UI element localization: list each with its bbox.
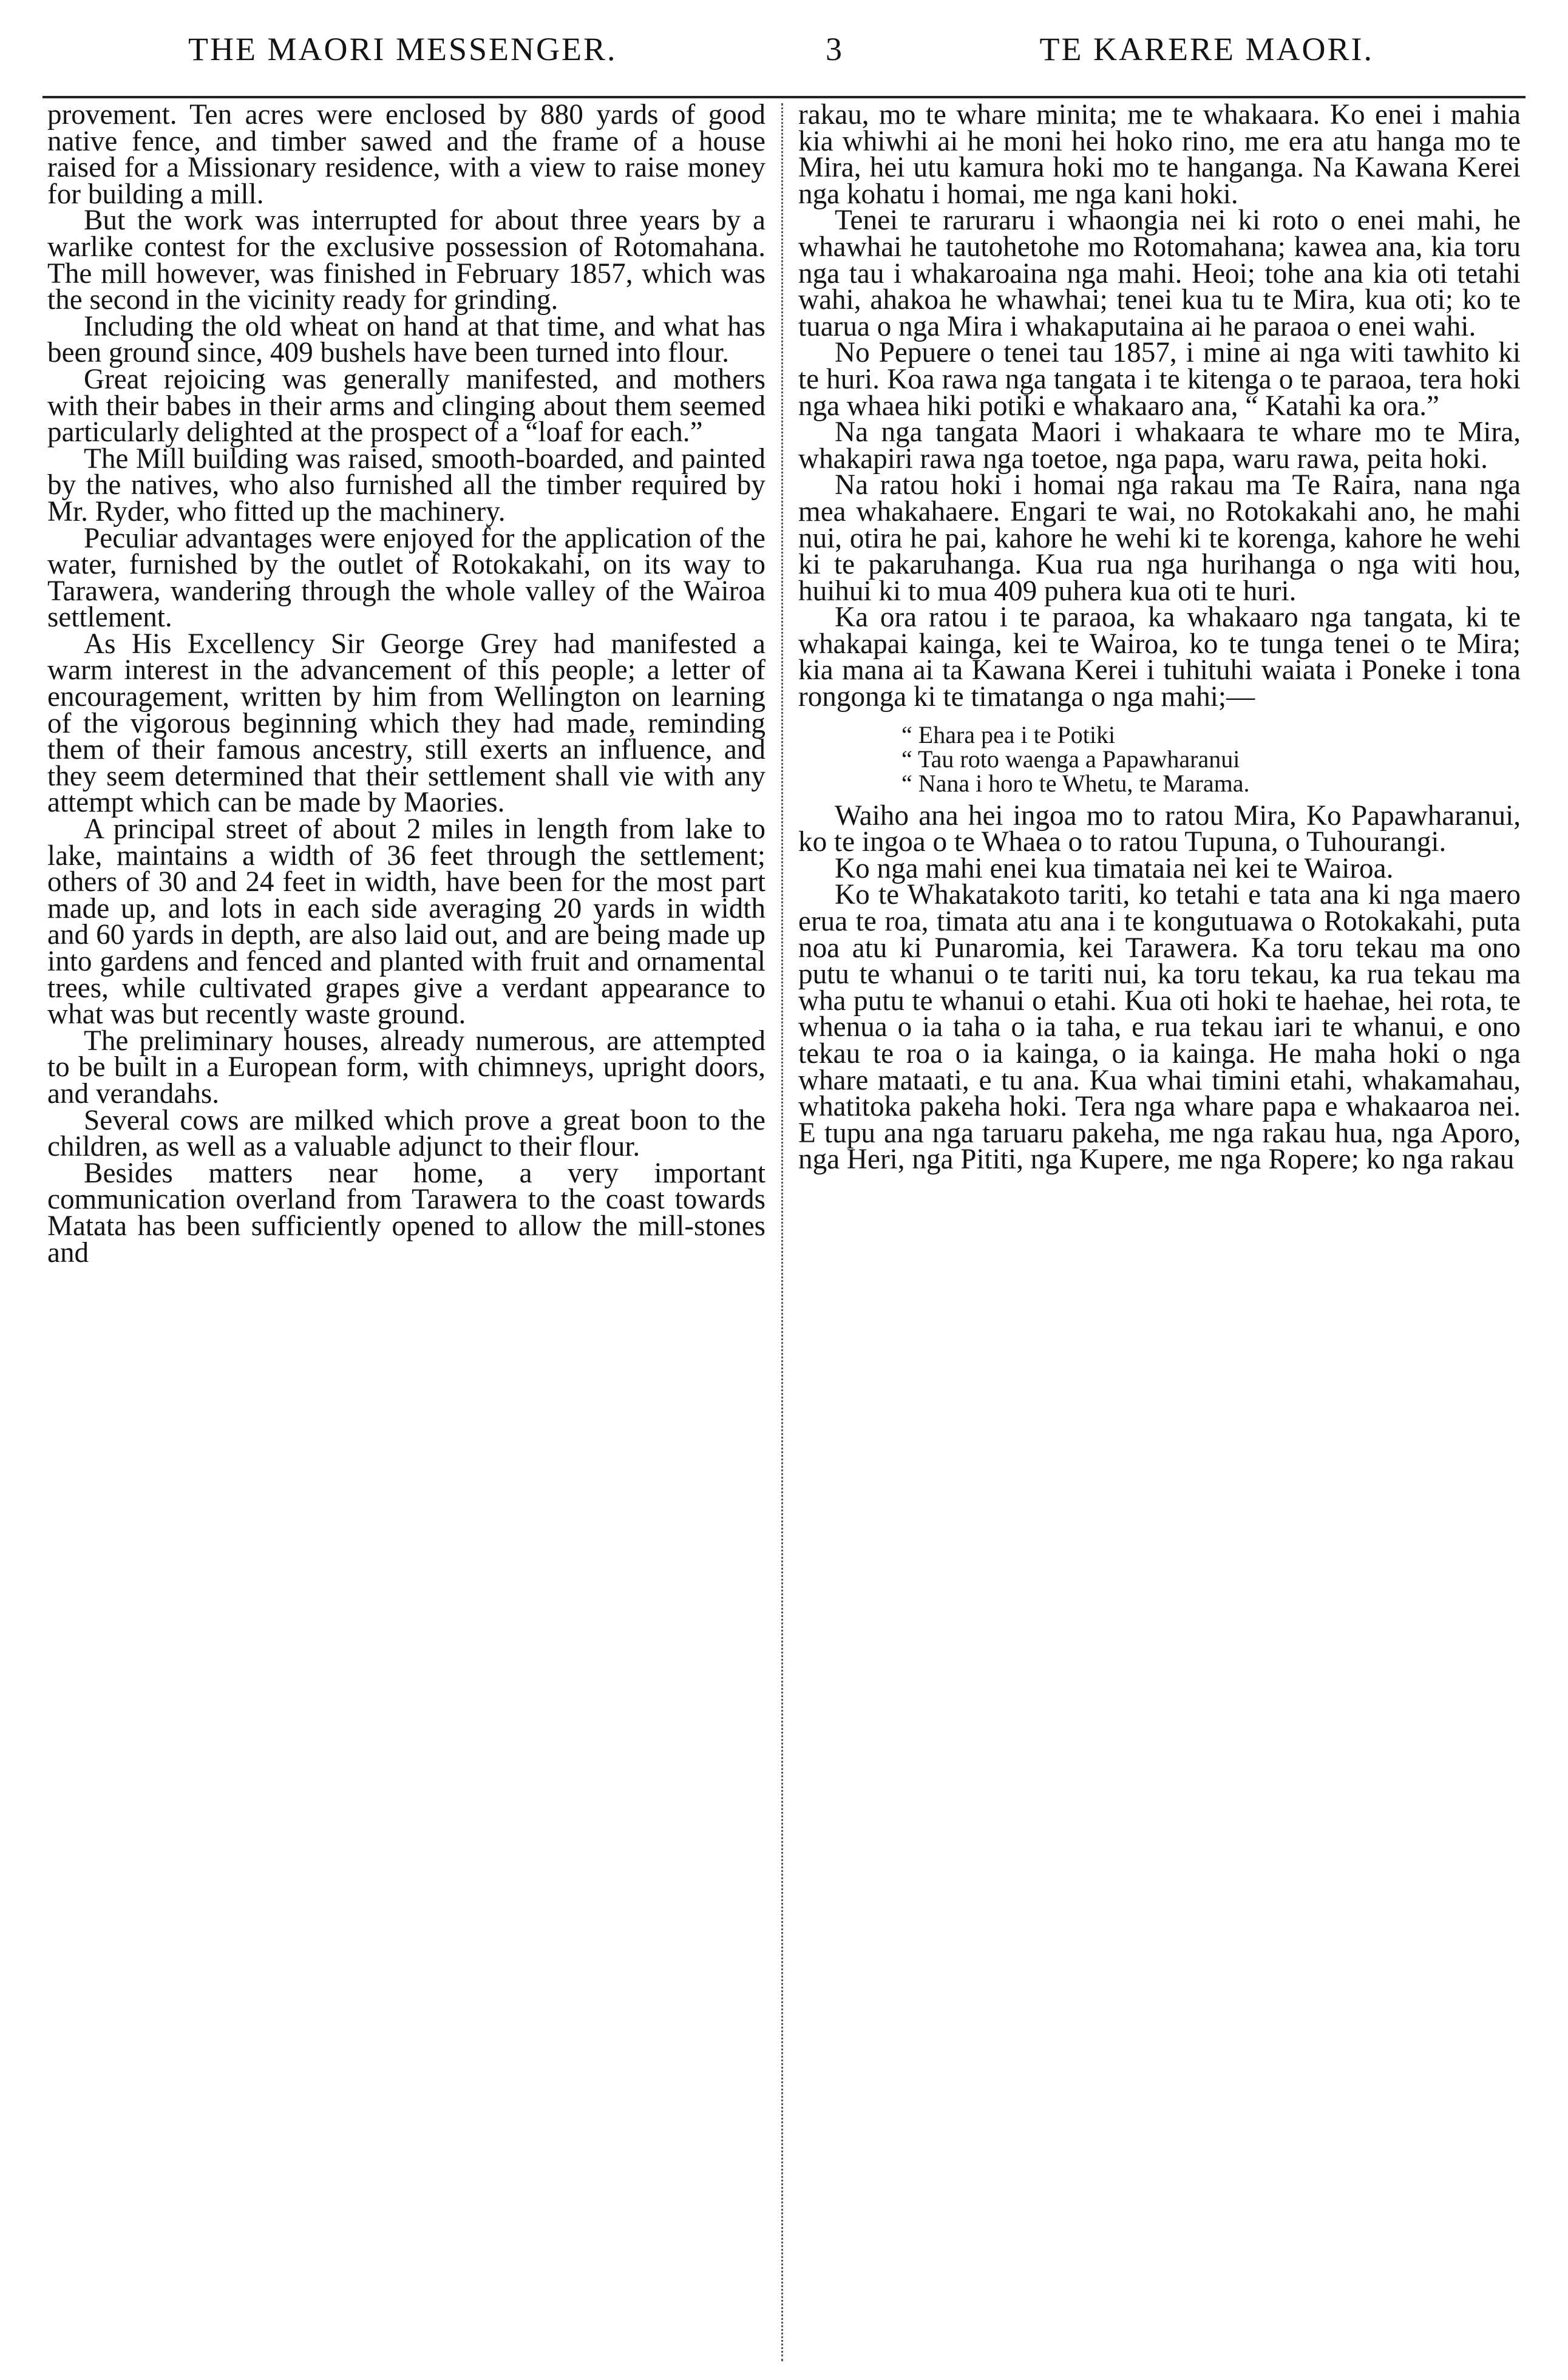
column-divider — [781, 103, 783, 2361]
paragraph: Including the old wheat on hand at that time, and what has been ground since, 409 bushels have been turned into flour. — [47, 310, 765, 369]
song-line: “ Ehara pea i te Potiki — [901, 720, 1116, 748]
paragraph: Na nga tangata Maori i whakaara te whare mo te Mira, whakapiri rawa nga toetoe, nga papa, waru rawa, peita hoki. — [798, 416, 1521, 475]
paragraph: No Pepuere o tenei tau 1857, i mine ai nga witi tawhito ki te huri. Koa rawa nga tangata i te kitenga o te paraoa, tera hoki nga whaea hiki potiki e whakaaro ana, “ Katahi ka ora.” — [798, 337, 1521, 422]
english-masthead-title: THE MAORI MESSENGER. — [188, 31, 617, 67]
paragraph: Besides matters near home, a very important communication overland from Tarawera to the coast towards Matata has been sufficiently opened to allow the mill-stones and — [47, 1157, 765, 1269]
maori-column — [798, 99, 1521, 1176]
song-line: “ Tau roto waenga a Papawharanui — [901, 745, 1240, 773]
maori-masthead-title: TE KARERE MAORI. — [1039, 31, 1374, 67]
paragraph: But the work was interrupted for about three years by a warlike contest for the exclusive possession of Rotomahana. The mill however, was finished in February 1857, which was the second in the vicinity ready for grinding. — [47, 205, 765, 316]
paragraph: The preliminary houses, already numerous, are attempted to be built in a European form, with chimneys, upright doors, and verandahs. — [47, 1025, 765, 1110]
paragraph: Several cows are milked which prove a great boon to the children, as well as a valuable adjunct to their flour. — [47, 1104, 765, 1163]
song-quotation — [798, 720, 1521, 797]
paragraph: rakau, mo te whare minita; me te whakaara. Ko enei i mahia kia whiwhi ai he moni hei hoko rino, me era atu hanga mo te Mira, hei utu kamura hoki mo te hanganga. Na Kawana Kerei nga kohatu i homai, me nga kani hoki. — [798, 99, 1521, 210]
paragraph: The Mill building was raised, smooth-boarded, and painted by the natives, who also furnished all the timber required by Mr. Ryder, who fitted up the machinery. — [47, 442, 765, 527]
english-column — [47, 99, 765, 1269]
paragraph: Tenei te raruraru i whaongia nei ki roto o enei mahi, he whawhai he tautohetohe mo Rotomahana; kawea ana, kia toru nga tau i whakaroaina nga mahi. Heoi; tohe ana kia oti tetahi wahi, ahakoa he whawhai; tenei kua tu te Mira, kua oti; ko te tuarua o nga Mira i whakaputaina ai he paraoa o enei wahi. — [798, 205, 1521, 342]
paragraph: provement. Ten acres were enclosed by 880 yards of good native fence, and timber sawed and the frame of a house raised for a Missionary residence, with a view to raise money for building a mill. — [47, 99, 765, 210]
header-rule — [42, 96, 1526, 98]
page-number: 3 — [826, 31, 844, 67]
paragraph: Ko te Whakatakoto tariti, ko tetahi e tata ana ki nga maero erua te roa, timata atu ana i te kongutuawa o Rotokakahi, puta noa atu ki Punaromia, kei Tarawera. Ka toru tekau ma ono putu te whanui o te tariti nui, ka toru tekau, ka rua tekau ma wha putu te whanui o etahi. Kua oti hoki te haehae, hei rota, te whenua o ia taha o ia taha, e rua tekau iari te whanui, e ono tekau te roa o ia kainga, o ia kainga. He maha hoki o nga whare mataati, e tu ana. Kua whai timini etahi, whakamahau, whatitoka pakeha hoki. Tera nga whare papa e whakaaroa nei. E tupu ana nga taruaru pakeha, me nga rakau hua, nga Aporo, nga Heri, nga Pititi, nga Kupere, me nga Ropere; ko nga rakau — [798, 879, 1521, 1176]
paragraph: Peculiar advantages were enjoyed for the application of the water, furnished by the outlet of Rotokakahi, on its way to Tarawera, wandering through the whole valley of the Wairoa settlement. — [47, 522, 765, 634]
running-head — [42, 25, 1526, 80]
paragraph: Ko nga mahi enei kua timataia nei kei te Wairoa. — [835, 852, 1394, 884]
paragraph: Na ratou hoki i homai nga rakau ma Te Raira, nana nga mea whakahaere. Engari te wai, no Rotokakahi ano, he mahi nui, otira he pai, kahore he wehi ki te korenga, kahore he wehi ki te pakaruhanga. Kua rua nga hurihanga o nga witi hou, huihui ki to mua 409 puhera kua oti te huri. — [798, 469, 1521, 607]
paragraph: Ka ora ratou i te paraoa, ka whakaaro nga tangata, ki te whakapai kainga, kei te Wairoa, ko te tunga tenei o te Mira; kia mana ai ta Kawana Kerei i tuhituhi waiata i Poneke i tona rongonga ki te timatanga o nga mahi;— — [798, 602, 1521, 713]
paragraph: A principal street of about 2 miles in length from lake to lake, maintains a width of 36 feet through the settlement; others of 30 and 24 feet in width, have been for the most part made up, and lots in each side averaging 20 yards in width and 60 yards in depth, are also laid out, and are being made up into gardens and fenced and planted with fruit and ornamental trees, while cultivated grapes give a verdant appearance to what was but recently waste ground. — [47, 813, 765, 1031]
paragraph: Waiho ana hei ingoa mo to ratou Mira, Ko Papawharanui, ko te ingoa o te Whaea o to ratou Tupuna, o Tuhourangi. — [798, 799, 1521, 858]
song-line: “ Nana i horo te Whetu, te Marama. — [901, 769, 1250, 797]
paragraph: As His Excellency Sir George Grey had manifested a warm interest in the advancement of this people; a letter of encouragement, written by him from Wellington on learning of the vigorous beginning which they had made, reminding them of their famous ancestry, still exerts an influence, and they seem determined that their settlement shall vie with any attempt which can be made by Maories. — [47, 628, 765, 819]
paragraph: Great rejoicing was generally manifested, and mothers with their babes in their arms and clinging about them seemed particularly delighted at the prospect of a “loaf for each.” — [47, 363, 765, 449]
